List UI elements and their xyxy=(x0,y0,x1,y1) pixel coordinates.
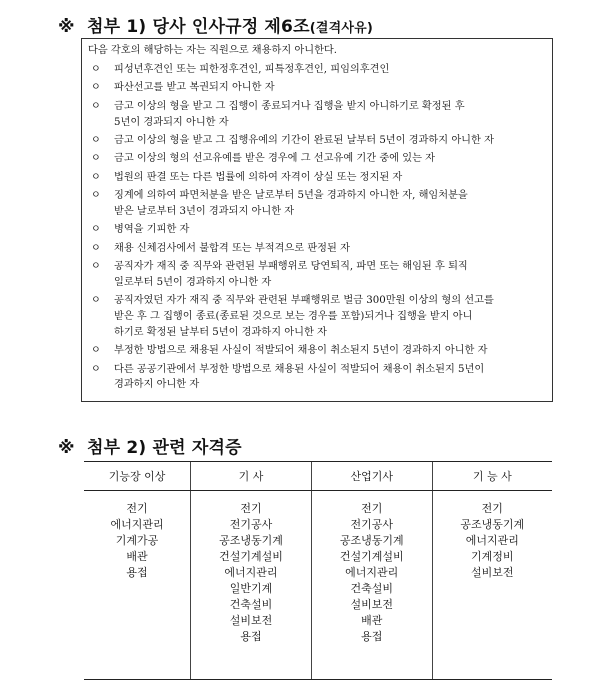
list-item xyxy=(90,343,550,359)
bullet-icon: ㅇ xyxy=(91,242,101,254)
list-item xyxy=(90,133,550,149)
list-item-text: 5년이 경과되지 아니한 자 xyxy=(114,116,229,128)
section1-title: 첨부 1) 당사 인사규정 제6조 xyxy=(86,17,310,37)
bullet-icon: ㅇ xyxy=(91,261,101,273)
header-craftsman: 기 능 사 xyxy=(432,462,552,491)
cert-item: 에너지관리 xyxy=(465,534,519,547)
list-item-text: 금고 이상의 형의 선고유예를 받은 경우에 그 선고유예 기간 중에 있는 자 xyxy=(114,153,436,165)
list-item xyxy=(90,151,550,167)
list-item xyxy=(90,80,550,96)
cert-item: 에너지관리 xyxy=(345,566,399,579)
note-mark: ※ xyxy=(58,17,75,37)
list-item xyxy=(90,188,550,220)
bullet-icon: ㅇ xyxy=(91,190,101,202)
list-item-text: 피성년후견인 또는 피한정후견인, 피특정후견인, 피임의후견인 xyxy=(114,64,390,75)
header-master: 기능장 이상 xyxy=(84,462,191,491)
bullet-icon: ㅇ xyxy=(91,224,101,236)
list-item-text: 병역을 기피한 자 xyxy=(114,224,190,236)
list-item-text: 받은 날로부터 3년이 경과되지 아니한 자 xyxy=(114,205,295,217)
list-item xyxy=(90,259,550,291)
cert-item: 공조냉동기계 xyxy=(339,534,404,547)
cert-item: 전기 xyxy=(240,502,262,515)
bullet-icon: ㅇ xyxy=(91,64,101,75)
list-item-text: 경과하지 아니한 자 xyxy=(114,379,200,391)
cert-column xyxy=(311,491,432,680)
bullet-icon: ㅇ xyxy=(91,171,101,183)
list-item xyxy=(90,293,550,340)
cert-item: 용접 xyxy=(361,630,383,643)
list-item xyxy=(90,362,550,394)
table-row xyxy=(84,491,552,680)
list-item xyxy=(90,62,550,78)
cert-item: 건설기계설비 xyxy=(219,550,283,563)
note-mark: ※ xyxy=(58,438,75,458)
header-engineer: 기 사 xyxy=(191,462,312,491)
cert-item: 전기공사 xyxy=(229,518,273,531)
cert-item: 건축설비 xyxy=(350,582,393,595)
section1-subtitle: (결격사유) xyxy=(309,21,374,36)
cert-column xyxy=(432,491,552,680)
list-item-text: 법원의 판결 또는 다른 법률에 의하여 자격이 상실 또는 정지된 자 xyxy=(114,171,403,183)
list-item-text: 공직자였던 자가 재직 중 직무와 관련된 부패행위로 벌금 300만원 이상의 형의 선고를 xyxy=(114,295,494,307)
list-item-text: 금고 이상의 형을 받고 그 집행유예의 기간이 완료된 날부터 5년이 경과하지 아니한 자 xyxy=(114,134,494,146)
cert-item: 배관 xyxy=(126,550,148,563)
cert-item: 건축설비 xyxy=(229,598,273,611)
intro-text: 다음 각호의 해당하는 자는 직원으로 채용하지 아니한다. xyxy=(88,45,338,56)
cert-column xyxy=(84,491,191,680)
section2-title: 첨부 2) 관련 자격증 xyxy=(86,438,242,458)
cert-item: 공조냉동기계 xyxy=(219,534,283,547)
certification-table xyxy=(84,461,552,680)
cert-item: 용접 xyxy=(240,630,262,643)
bullet-icon: ㅇ xyxy=(91,82,101,94)
list-item xyxy=(90,241,550,257)
list-item-text: 채용 신체검사에서 불합격 또는 부적격으로 판정된 자 xyxy=(114,242,350,254)
bullet-icon: ㅇ xyxy=(91,134,101,146)
cert-item: 용접 xyxy=(126,566,148,579)
list-item xyxy=(90,222,550,238)
list-item xyxy=(90,170,550,186)
section2-heading xyxy=(58,433,242,458)
cert-item: 설비보전 xyxy=(229,614,273,627)
list-item-text: 징계에 의하여 파면처분을 받은 날로부터 5년을 경과하지 아니한 자, 해임처분을 xyxy=(114,190,468,202)
cert-item: 설비보전 xyxy=(350,598,393,611)
table-header-row xyxy=(84,462,552,491)
cert-item: 전기 xyxy=(481,502,503,515)
list-item-text: 다른 공공기관에서 부정한 방법으로 채용된 사실이 적발되어 채용이 취소된지 5년이 xyxy=(114,363,485,375)
disqualification-list xyxy=(90,62,550,396)
list-item-text: 금고 이상의 형을 받고 그 집행이 종료되거나 집행을 받지 아니하기로 확정된 후 xyxy=(114,100,465,112)
list-item-text: 하기로 확정된 날부터 5년이 경과하지 아니한 자 xyxy=(114,326,327,338)
cert-item: 전기 xyxy=(361,502,383,515)
cert-item: 배관 xyxy=(361,614,383,627)
cert-item: 건설기계설비 xyxy=(339,550,404,563)
disqualification-box xyxy=(81,38,553,402)
cert-column xyxy=(191,491,312,680)
cert-item: 기계정비 xyxy=(471,550,514,563)
cert-item: 기계가공 xyxy=(115,534,159,547)
bullet-icon: ㅇ xyxy=(91,363,101,375)
list-item xyxy=(90,99,550,131)
bullet-icon: ㅇ xyxy=(91,295,101,307)
cert-item: 에너지관리 xyxy=(110,518,164,531)
section1-heading xyxy=(58,12,373,37)
cert-item: 공조냉동기계 xyxy=(460,518,525,531)
bullet-icon: ㅇ xyxy=(91,153,101,165)
cert-item: 일반기계 xyxy=(229,582,273,595)
list-item-text: 공직자가 재직 중 직무와 관련된 부패행위로 당연퇴직, 파면 또는 해임된 후 퇴직 xyxy=(114,261,468,273)
cert-item: 설비보전 xyxy=(471,566,514,579)
list-item-text: 일로부터 5년이 경과하지 아니한 자 xyxy=(114,276,272,288)
bullet-icon: ㅇ xyxy=(91,100,101,112)
cert-item: 전기 xyxy=(126,502,148,515)
cert-item: 전기공사 xyxy=(350,518,393,531)
bullet-icon: ㅇ xyxy=(91,345,101,357)
cert-item: 에너지관리 xyxy=(224,566,278,579)
list-item-text: 파산선고를 받고 복권되지 아니한 자 xyxy=(114,82,275,94)
header-industrial-engineer: 산업기사 xyxy=(311,462,432,491)
list-item-text: 받은 후 그 집행이 종료(종료된 것으로 보는 경우를 포함)되거나 집행을 받지 아니 xyxy=(114,311,473,323)
list-item-text: 부정한 방법으로 채용된 사실이 적발되어 채용이 취소된지 5년이 경과하지 아니한 자 xyxy=(114,345,488,357)
